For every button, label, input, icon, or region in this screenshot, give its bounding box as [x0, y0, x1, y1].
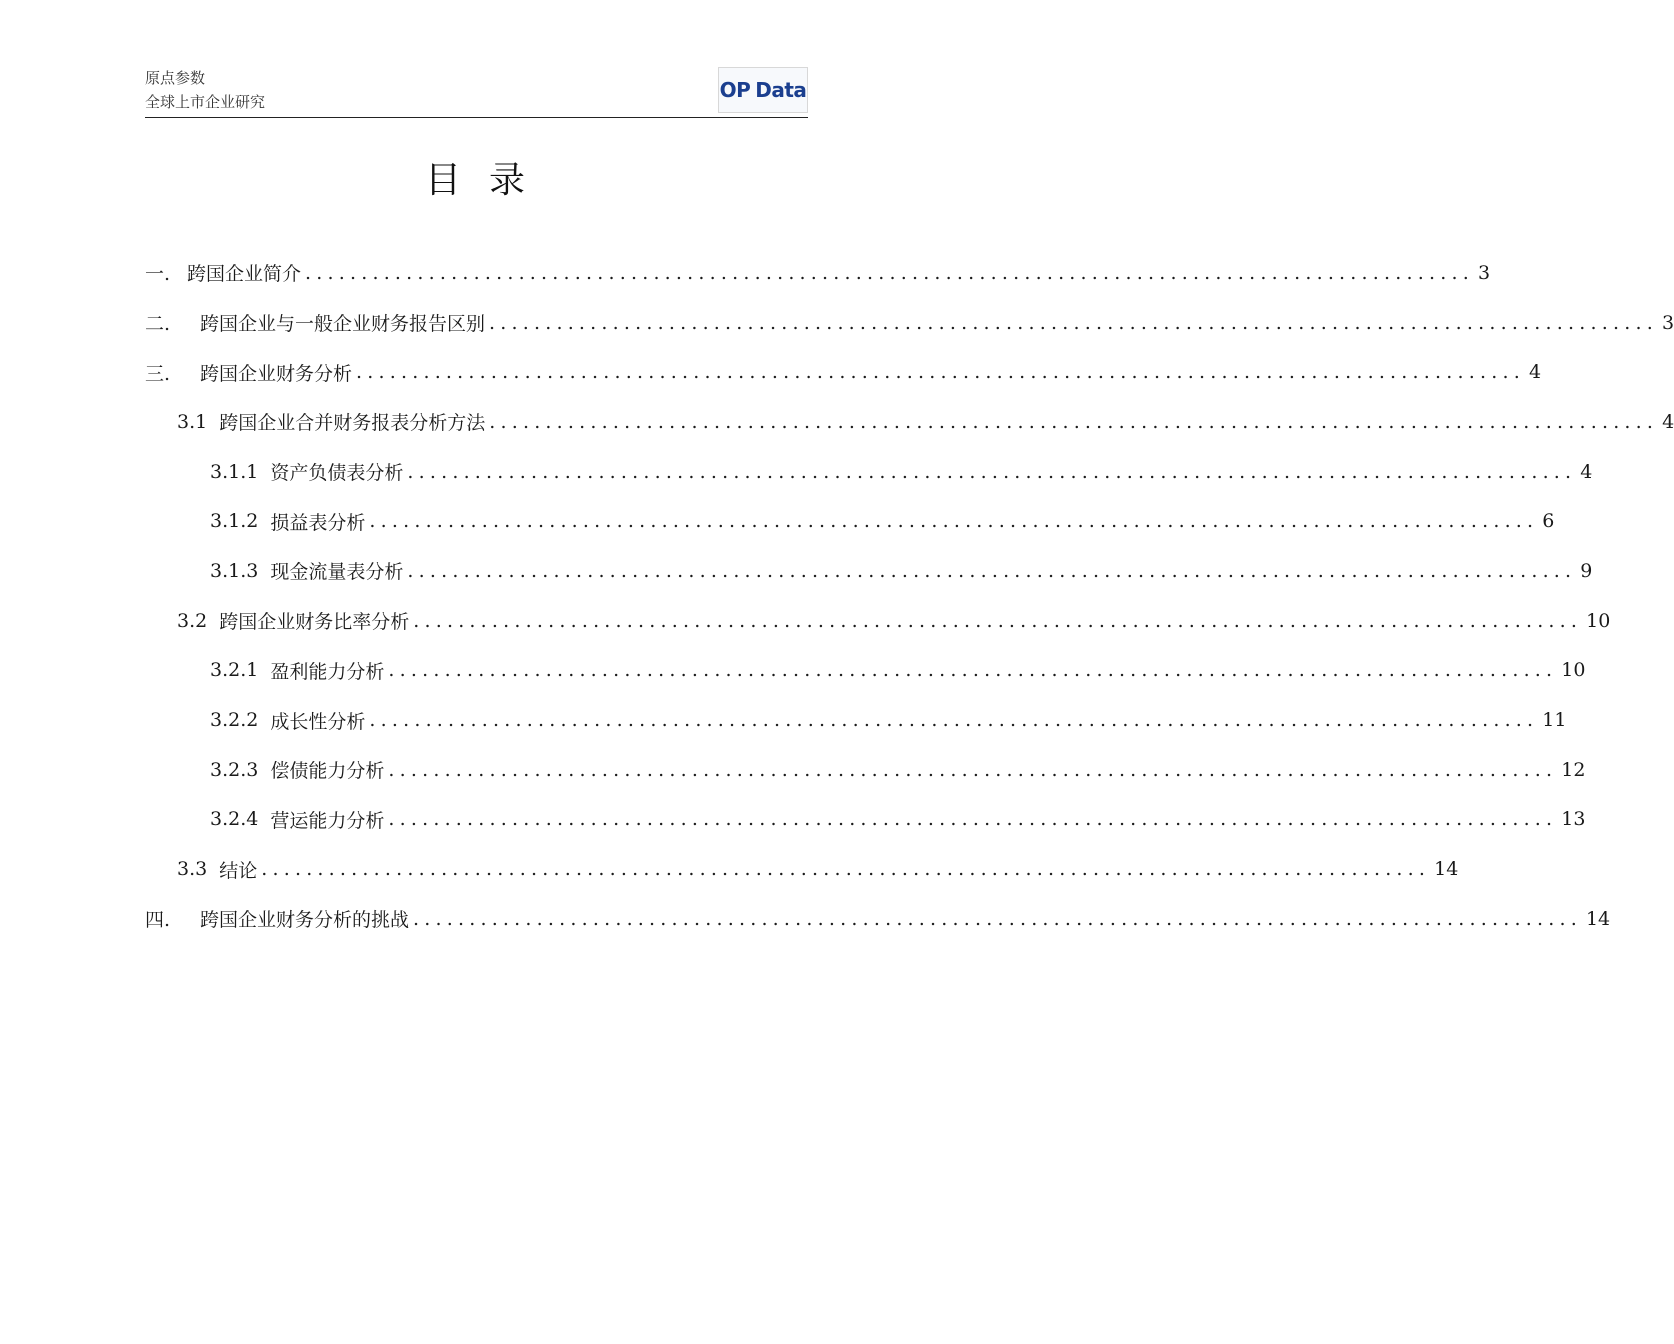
- page-title: 目录: [424, 160, 553, 201]
- toc-entry-title: 盈利能力分析: [270, 660, 385, 683]
- toc-entry-number: 二.: [145, 313, 171, 336]
- toc-dot-leader: ........................................................................................................: [388, 659, 1558, 682]
- toc-dot-leader: ........................................................................................................: [489, 410, 1659, 433]
- toc-entry-title: 营运能力分析: [270, 809, 385, 832]
- toc-entry[interactable]: [145, 745, 1586, 795]
- toc-entry[interactable]: [145, 795, 1586, 845]
- toc-entry[interactable]: [145, 596, 1611, 646]
- toc-entry-number: 四.: [145, 909, 171, 932]
- toc-entry-page: 6: [1542, 510, 1555, 533]
- toc-entry-title: 成长性分析: [270, 710, 366, 733]
- toc-entry-page: 9: [1580, 559, 1593, 582]
- toc-entry-page: 14: [1434, 858, 1459, 881]
- toc-entry-title: 跨国企业财务分析: [200, 362, 353, 385]
- toc-entry-page: 14: [1585, 907, 1611, 930]
- toc-entry-title: 现金流量表分析: [270, 561, 404, 584]
- toc-entry[interactable]: [145, 844, 1459, 894]
- toc-entry-page: 4: [1662, 410, 1674, 433]
- toc-entry[interactable]: [145, 298, 1674, 348]
- toc-entry-number: 3.1.1: [210, 460, 259, 483]
- toc-entry[interactable]: [145, 646, 1586, 696]
- toc-entry-number: 3.2: [177, 609, 208, 632]
- toc-dot-leader: ........................................................................................................: [305, 261, 1474, 284]
- toc-dot-leader: ........................................................................................................: [356, 361, 1525, 384]
- toc-entry-number: 3.1: [177, 410, 208, 433]
- toc-entry-number: 3.3: [177, 858, 208, 881]
- table-of-contents: [145, 248, 1674, 944]
- toc-dot-leader: ........................................................................................................: [261, 858, 1431, 881]
- toc-entry[interactable]: [145, 546, 1593, 596]
- toc-dot-leader: ........................................................................................................: [413, 907, 1582, 930]
- toc-entry-title: 跨国企业财务比率分析: [219, 611, 410, 634]
- logo-data-text: Data: [755, 78, 807, 102]
- toc-entry[interactable]: [145, 496, 1555, 546]
- logo-op-text: OP: [719, 78, 751, 102]
- toc-entry-title: 资产负债表分析: [270, 462, 404, 485]
- toc-entry-number: 3.1.2: [210, 510, 259, 533]
- toc-entry[interactable]: [145, 397, 1674, 447]
- toc-dot-leader: ........................................................................................................: [407, 559, 1577, 582]
- toc-entry-title: 损益表分析: [270, 511, 366, 534]
- header-line-1: 原点参数: [145, 69, 206, 87]
- toc-dot-leader: ........................................................................................................: [369, 510, 1539, 533]
- toc-dot-leader: ........................................................................................................: [407, 460, 1577, 483]
- toc-entry-page: 4: [1580, 460, 1593, 483]
- toc-entry[interactable]: [145, 347, 1542, 397]
- toc-entry-number: 3.2.2: [210, 709, 259, 732]
- toc-entry-title: 结论: [219, 859, 258, 882]
- toc-dot-leader: ........................................................................................................: [388, 808, 1558, 831]
- header-line-2: 全球上市企业研究: [145, 93, 266, 111]
- toc-entry[interactable]: [145, 248, 1491, 298]
- toc-entry-title: 跨国企业财务分析的挑战: [200, 909, 410, 932]
- toc-entry[interactable]: [145, 695, 1567, 745]
- toc-entry-page: 11: [1542, 709, 1567, 732]
- toc-entry-title: 偿债能力分析: [270, 760, 385, 783]
- toc-dot-leader: ........................................................................................................: [489, 311, 1658, 334]
- page-header: [145, 60, 808, 118]
- toc-entry-page: 13: [1561, 808, 1586, 831]
- toc-dot-leader: ........................................................................................................: [369, 709, 1539, 732]
- toc-entry-number: 3.1.3: [210, 559, 259, 582]
- toc-entry-number: 3.2.1: [210, 659, 259, 682]
- toc-entry-title: 跨国企业简介: [187, 263, 302, 286]
- toc-entry-title: 跨国企业合并财务报表分析方法: [219, 412, 486, 435]
- header-text: [145, 66, 265, 114]
- opdata-logo: [718, 67, 808, 113]
- toc-entry-number: 三.: [145, 362, 171, 385]
- toc-entry[interactable]: [145, 447, 1593, 497]
- toc-entry-page: 12: [1561, 758, 1586, 781]
- toc-entry-title: 跨国企业与一般企业财务报告区别: [200, 313, 486, 336]
- toc-entry-page: 10: [1586, 609, 1611, 632]
- toc-entry-page: 4: [1528, 361, 1542, 384]
- header-divider: [145, 117, 808, 118]
- toc-dot-leader: ........................................................................................................: [413, 609, 1583, 632]
- toc-entry-page: 10: [1561, 659, 1586, 682]
- toc-entry-page: 3: [1661, 311, 1674, 334]
- toc-entry[interactable]: [145, 894, 1611, 944]
- toc-entry-number: 一.: [145, 263, 171, 286]
- toc-entry-number: 3.2.4: [210, 808, 259, 831]
- toc-dot-leader: ........................................................................................................: [388, 758, 1558, 781]
- toc-entry-page: 3: [1477, 261, 1491, 284]
- toc-entry-number: 3.2.3: [210, 758, 259, 781]
